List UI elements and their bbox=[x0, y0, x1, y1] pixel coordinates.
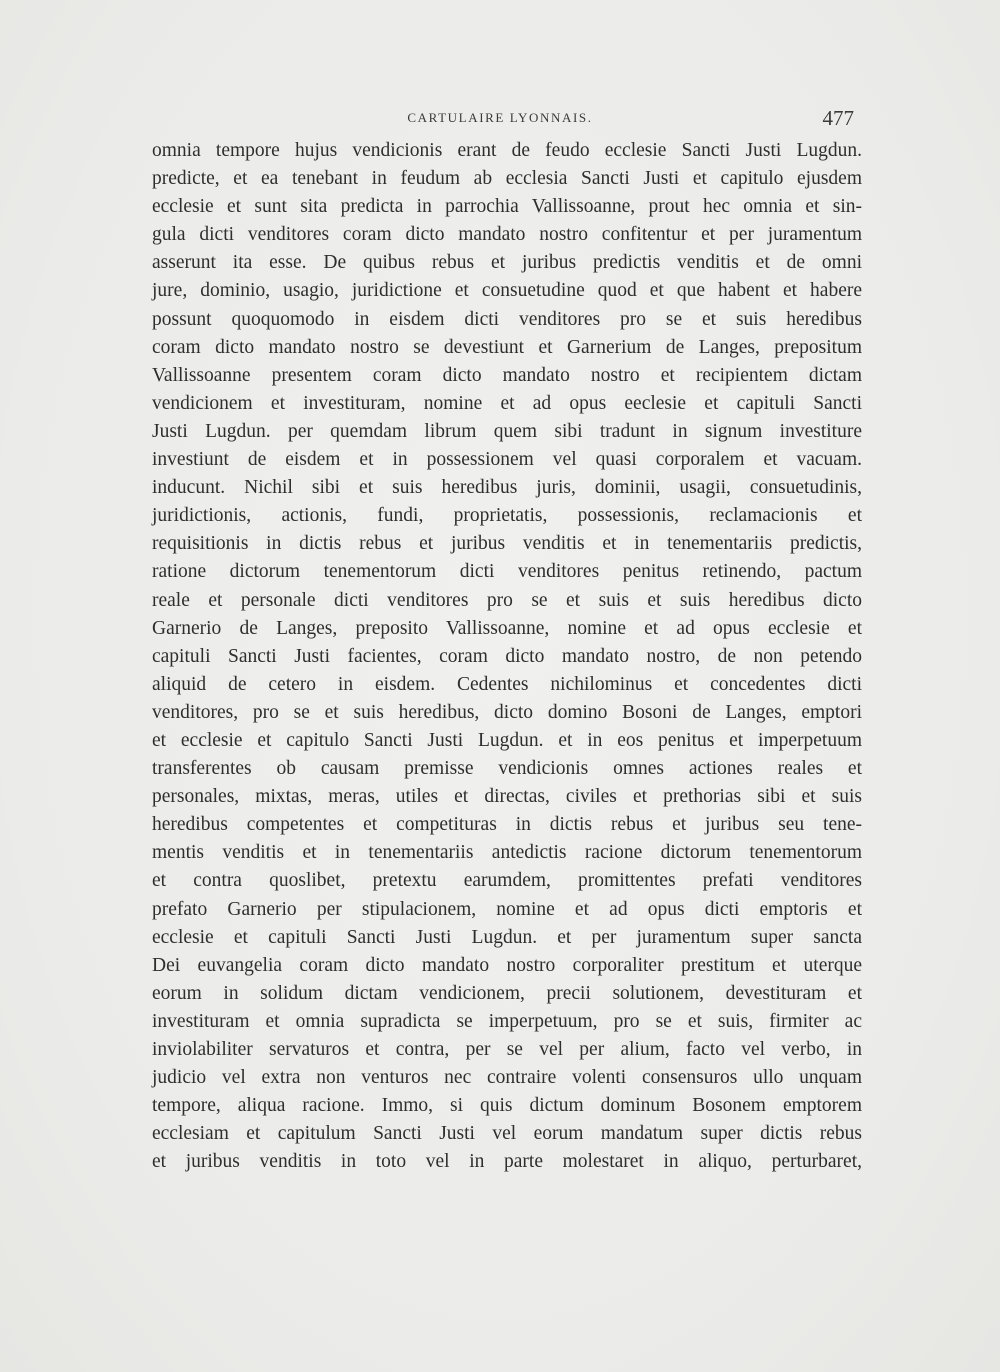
text-line: omnia tempore hujus vendicionis erant de feudo ecclesie Sancti Justi Lugdun. bbox=[152, 140, 862, 161]
text-line: jure, dominio, usagio, juridictione et consuetudine quod et que habent et habere bbox=[152, 280, 862, 302]
running-title: CARTULAIRE LYONNAIS. bbox=[407, 110, 593, 125]
text-line: ecclesie et sunt sita predicta in parrochia Vallissoanne, prout hec omnia et sin- bbox=[152, 196, 862, 218]
text-line: reale et personale dicti venditores pro se et suis et suis heredibus dicto bbox=[152, 589, 862, 611]
text-line: et juribus venditis in toto vel in parte molestaret in aliquo, perturbaret, bbox=[152, 1151, 862, 1173]
text-line: coram dicto mandato nostro se devestiunt et Garnerium de Langes, prepositum bbox=[152, 336, 862, 358]
text-line: eorum in solidum dictam vendicionem, precii solutionem, devestituram et bbox=[152, 982, 862, 1004]
text-line: prefato Garnerio per stipulacionem, nomine et ad opus dicti emptoris et bbox=[152, 898, 862, 920]
text-line: Justi Lugdun. per quemdam librum quem sibi tradunt in signum investiture bbox=[152, 420, 862, 442]
text-line: Garnerio de Langes, preposito Vallissoanne, nomine et ad opus ecclesie et bbox=[152, 617, 862, 639]
text-line: et ecclesie et capitulo Sancti Justi Lugdun. et in eos penitus et imperpetuum bbox=[152, 729, 862, 751]
text-line: capituli Sancti Justi facientes, coram dicto mandato nostro, de non petendo bbox=[152, 645, 862, 667]
text-line: investiunt de eisdem et in possessionem vel quasi corporalem et vacuam. bbox=[152, 449, 862, 471]
text-line: heredibus competentes et competituras in dictis rebus et juribus seu tene- bbox=[152, 814, 862, 836]
text-line: Dei euvangelia coram dicto mandato nostro corporaliter prestitum et uterque bbox=[152, 954, 862, 976]
text-line: Vallissoanne presentem coram dicto mandato nostro et recipientem dictam bbox=[152, 364, 862, 386]
text-line: venditores, pro se et suis heredibus, dicto domino Bosoni de Langes, emptori bbox=[152, 701, 862, 723]
text-line: judicio vel extra non venturos nec contraire volenti consensuros ullo unquam bbox=[152, 1067, 862, 1089]
text-line: predicte, et ea tenebant in feudum ab ecclesia Sancti Justi et capitulo ejusdem bbox=[152, 168, 862, 190]
text-line: inviolabiliter servaturos et contra, per se vel per alium, facto vel verbo, in bbox=[152, 1039, 862, 1060]
text-line: ecclesiam et capitulum Sancti Justi vel eorum mandatum super dictis rebus bbox=[152, 1123, 862, 1145]
text-line: inducunt. Nichil sibi et suis heredibus juris, dominii, usagii, consuetudinis, bbox=[152, 477, 862, 499]
text-line: transferentes ob causam premisse vendicionis omnes actiones reales et bbox=[152, 758, 862, 780]
text-line: aliquid de cetero in eisdem. Cedentes nichilominus et concedentes dicti bbox=[152, 673, 862, 695]
text-line: possunt quoquomodo in eisdem dicti venditores pro se et suis heredibus bbox=[152, 308, 862, 330]
text-line: ratione dictorum tenementorum dicti venditores penitus retinendo, pactum bbox=[152, 561, 862, 583]
text-line: asserunt ita esse. De quibus rebus et juribus predictis venditis et de omni bbox=[152, 252, 862, 274]
body-text bbox=[152, 137, 862, 1176]
text-line: vendicionem et investituram, nomine et ad opus eeclesie et capituli Sancti bbox=[152, 392, 862, 414]
text-line: et contra quoslibet, pretextu earumdem, promittentes prefati venditores bbox=[152, 870, 862, 892]
text-line: tempore, aliqua racione. Immo, si quis dictum dominum Bosonem emptorem bbox=[152, 1095, 862, 1117]
text-line: personales, mixtas, meras, utiles et directas, civiles et prethorias sibi et suis bbox=[152, 786, 862, 808]
text-line: requisitionis in dictis rebus et juribus venditis et in tenementariis predictis, bbox=[152, 533, 862, 555]
text-line: gula dicti venditores coram dicto mandato nostro confitentur et per juramentum bbox=[152, 224, 862, 246]
text-line: juridictionis, actionis, fundi, proprietatis, possessionis, reclamacionis et bbox=[152, 505, 862, 527]
text-line: ecclesie et capituli Sancti Justi Lugdun. et per juramentum super sancta bbox=[152, 926, 862, 948]
text-line: mentis venditis et in tenementariis antedictis racione dictorum tenementorum bbox=[152, 842, 862, 864]
page-number: 477 bbox=[822, 106, 854, 130]
text-line: investituram et omnia supradicta se imperpetuum, pro se et suis, firmiter ac bbox=[152, 1010, 862, 1032]
